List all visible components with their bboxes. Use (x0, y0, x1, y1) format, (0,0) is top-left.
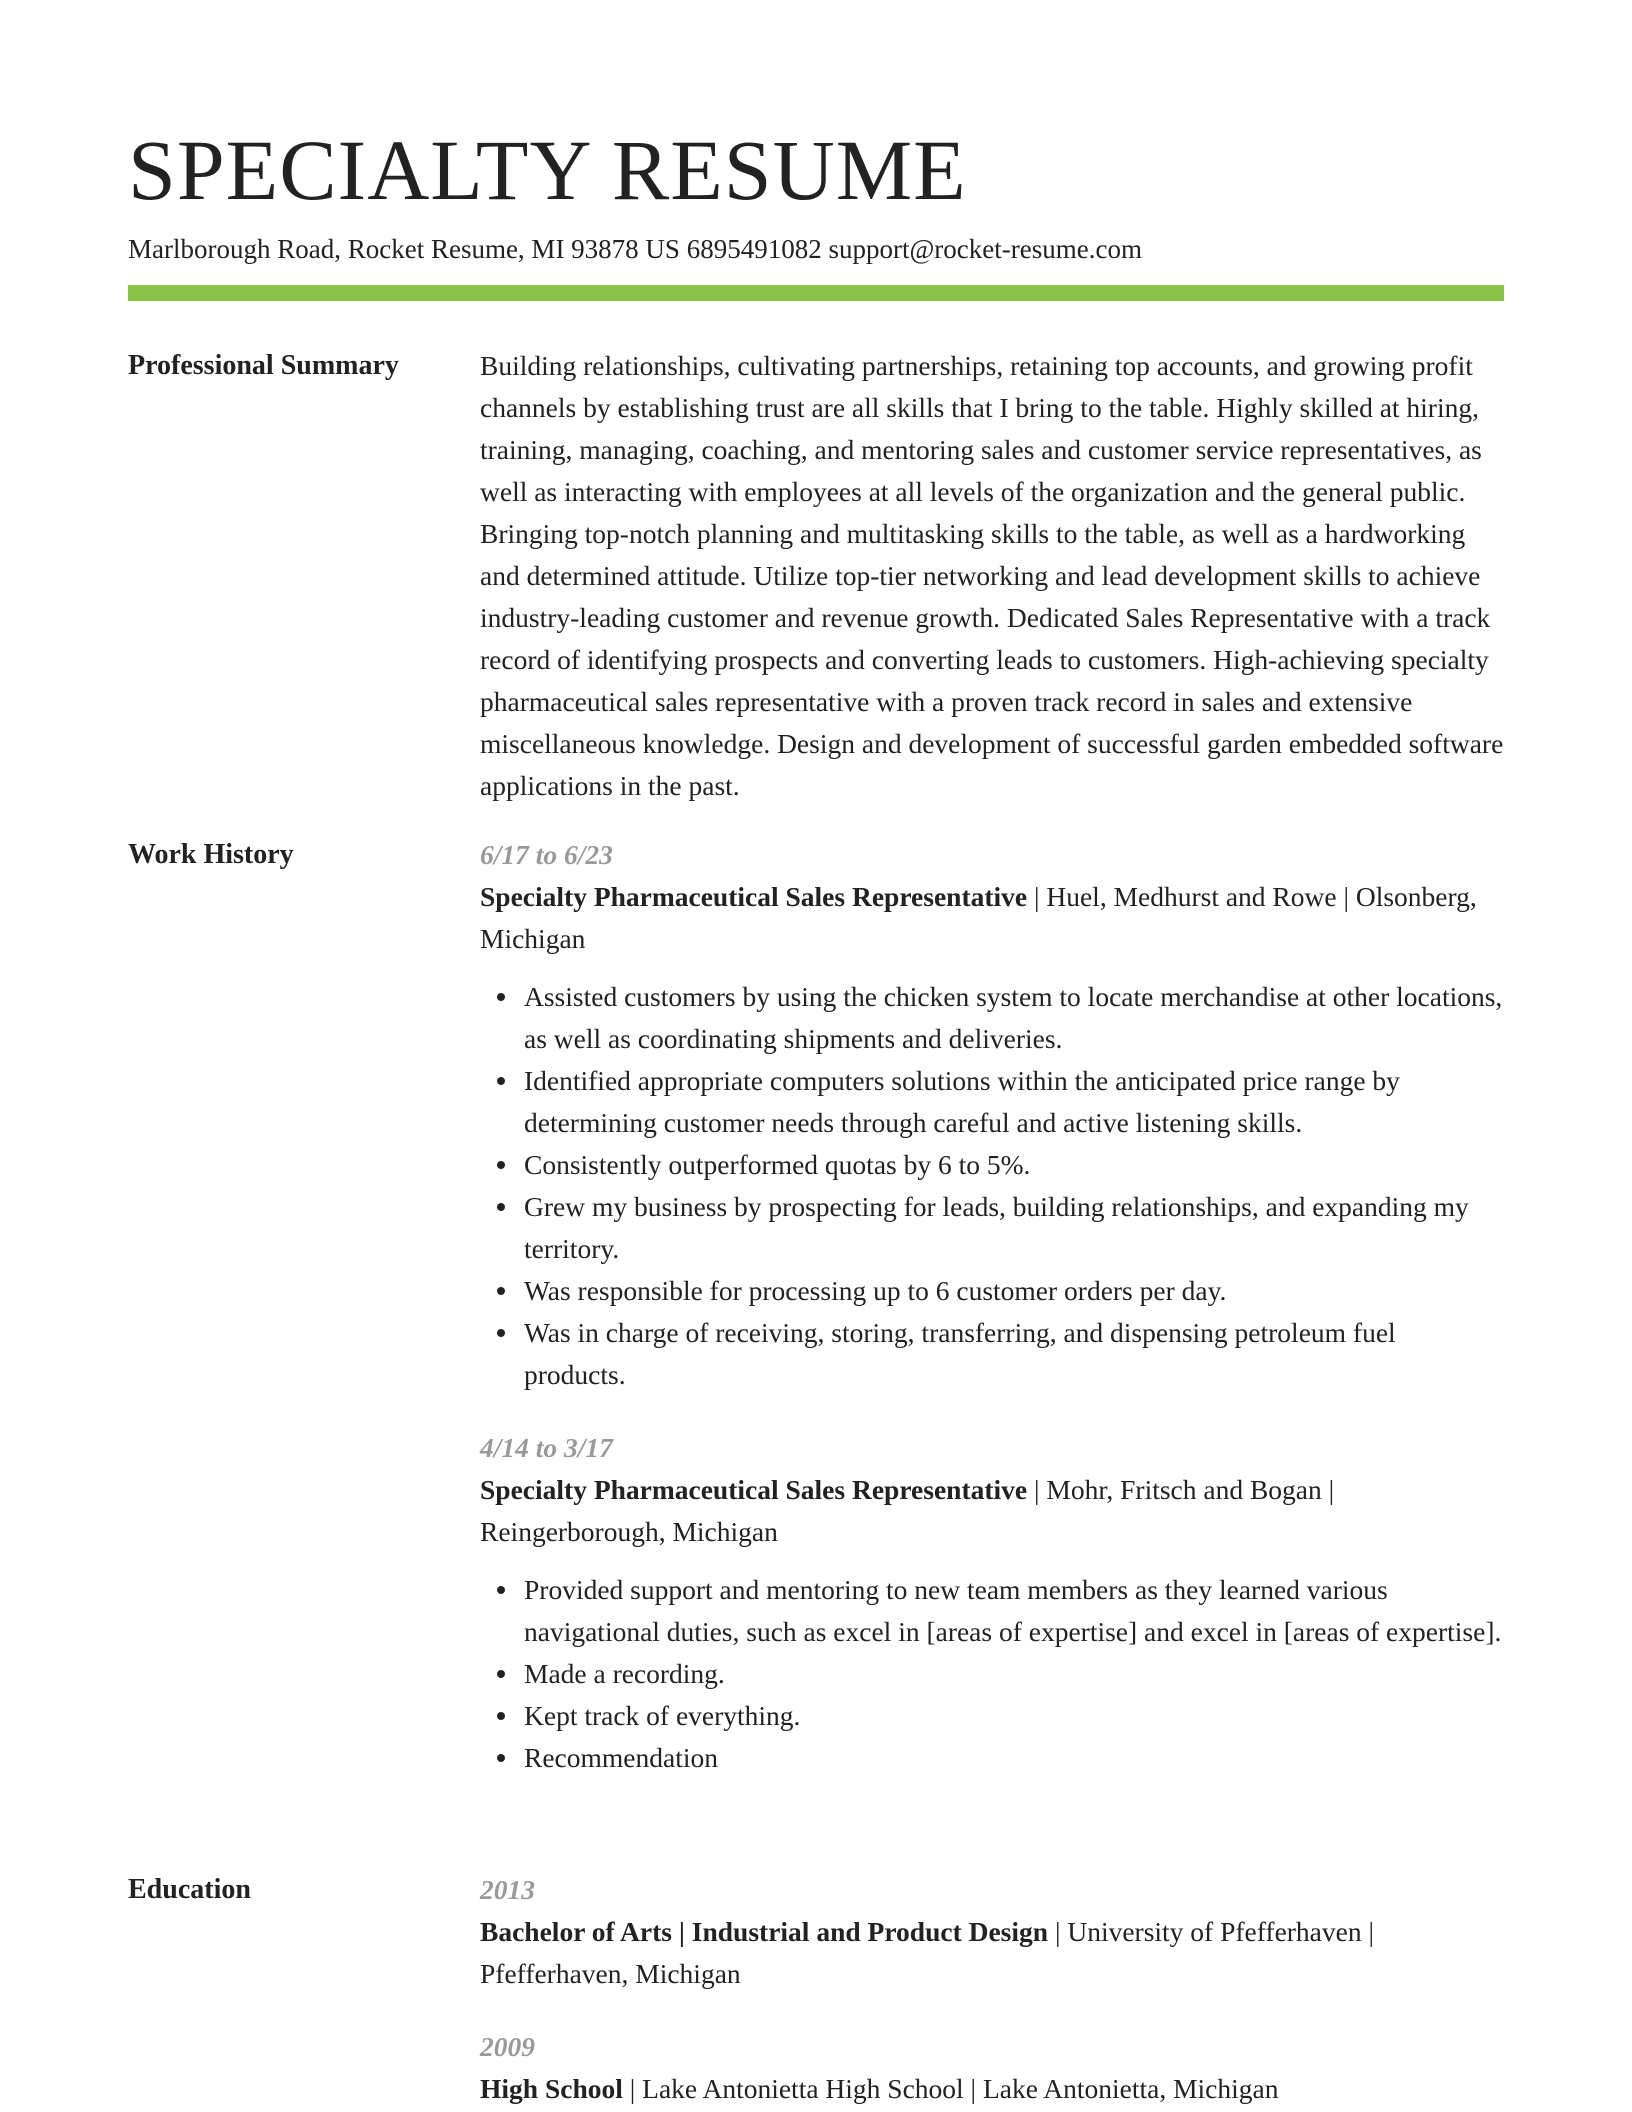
job-bullet-text: Was responsible for processing up to 6 customer orders per day. (524, 1275, 1227, 1306)
summary-text: Building relationships, cultivating partnerships, retaining top accounts, and growing profit channels by establishing trust are all skills that I bring to the table. Highly skilled at hiring, training, managing, coaching, and mentoring sales and customer service representatives, as well as interacting with employees at all levels of the organization and the general public. Bringing top-notch planning and multitasking skills to the table, as well as a hardworking and determined attitude. Utilize top-tier networking and lead development skills to achieve industry-leading customer and revenue growth. Dedicated Sales Representative with a track record of identifying prospects and converting leads to customers. High-achieving specialty pharmaceutical sales representative with a proven track record in sales and extensive miscellaneous knowledge. Design and development of successful garden embedded software applications in the past. (480, 350, 1504, 801)
job-bullet (524, 1270, 1504, 1312)
bullet-icon (497, 1586, 505, 1594)
bullet-icon (497, 1287, 505, 1295)
job-title: Specialty Pharmaceutical Sales Representative (480, 881, 1028, 912)
job-bullet-list (480, 1569, 1504, 1779)
education-date: 2009 (480, 2031, 535, 2062)
education-degree (480, 1911, 1504, 1995)
job-bullet-text: Recommendation (524, 1742, 718, 1773)
education-heading: Education (128, 1874, 251, 1905)
job-bullet (524, 1695, 1504, 1737)
school-details: | University of Pfefferhaven | Pfefferhaven, Michigan (480, 1916, 1374, 1989)
job-bullet-text: Assisted customers by using the chicken system to locate merchandise at other locations, as well as coordinating shipments and deliveries. (524, 981, 1503, 1054)
job-role (480, 876, 1504, 960)
job-bullet (524, 1737, 1504, 1779)
bullet-icon (497, 1712, 505, 1720)
job-role (480, 1469, 1504, 1553)
contact-line: Marlborough Road, Rocket Resume, MI 93878 US 6895491082 support@rocket-resume.com (128, 234, 1142, 264)
job-employer: | Mohr, Fritsch and Bogan | Reingerborough, Michigan (480, 1474, 1335, 1547)
job-bullet-text: Provided support and mentoring to new team members as they learned various navigational duties, such as excel in [areas of expertise] and excel in [areas of expertise]. (524, 1574, 1502, 1647)
degree-title: High School (480, 2073, 623, 2104)
job-bullet-text: Was in charge of receiving, storing, transferring, and dispensing petroleum fuel products. (524, 1317, 1396, 1390)
bullet-icon (497, 1203, 505, 1211)
work-history-heading: Work History (128, 839, 294, 870)
bullet-icon (497, 1670, 505, 1678)
summary-body (480, 345, 1504, 807)
job-bullet-text: Consistently outperformed quotas by 6 to 5%. (524, 1149, 1031, 1180)
job-bullet-text: Grew my business by prospecting for leads, building relationships, and expanding my territory. (524, 1191, 1469, 1264)
job-bullet-text: Identified appropriate computers solutions within the anticipated price range by determining customer needs through careful and active listening skills. (524, 1065, 1400, 1138)
bullet-icon (497, 993, 505, 1001)
job-date: 6/17 to 6/23 (480, 839, 613, 870)
education-body (480, 1869, 1504, 2110)
summary-heading: Professional Summary (128, 350, 399, 381)
bullet-icon (497, 1754, 505, 1762)
bullet-icon (497, 1077, 505, 1085)
job-date: 4/14 to 3/17 (480, 1432, 613, 1463)
job-bullet-list (480, 976, 1504, 1396)
job-bullet (524, 1144, 1504, 1186)
job-bullet (524, 1569, 1504, 1653)
job-bullet-text: Kept track of everything. (524, 1700, 801, 1731)
education-entry (480, 2026, 1504, 2110)
bullet-icon (497, 1329, 505, 1337)
education-date: 2013 (480, 1874, 535, 1905)
resume-title: SPECIALTY RESUME (128, 122, 967, 218)
bullet-icon (497, 1161, 505, 1169)
job-bullet (524, 976, 1504, 1060)
accent-divider (128, 285, 1504, 301)
job-entry (480, 1427, 1504, 1779)
job-bullet (524, 1653, 1504, 1695)
education-degree (480, 2068, 1504, 2110)
job-bullet (524, 1186, 1504, 1270)
job-employer: | Huel, Medhurst and Rowe | Olsonberg, Michigan (480, 881, 1477, 954)
job-bullet (524, 1312, 1504, 1396)
job-bullet (524, 1060, 1504, 1144)
job-title: Specialty Pharmaceutical Sales Representative (480, 1474, 1028, 1505)
school-details: | Lake Antonietta High School | Lake Antonietta, Michigan (622, 2073, 1279, 2104)
education-entry (480, 1869, 1504, 1995)
degree-title: Bachelor of Arts | Industrial and Product Design (480, 1916, 1049, 1947)
work-history-body (480, 834, 1504, 1779)
job-bullet-text: Made a recording. (524, 1658, 725, 1689)
job-entry (480, 834, 1504, 1396)
